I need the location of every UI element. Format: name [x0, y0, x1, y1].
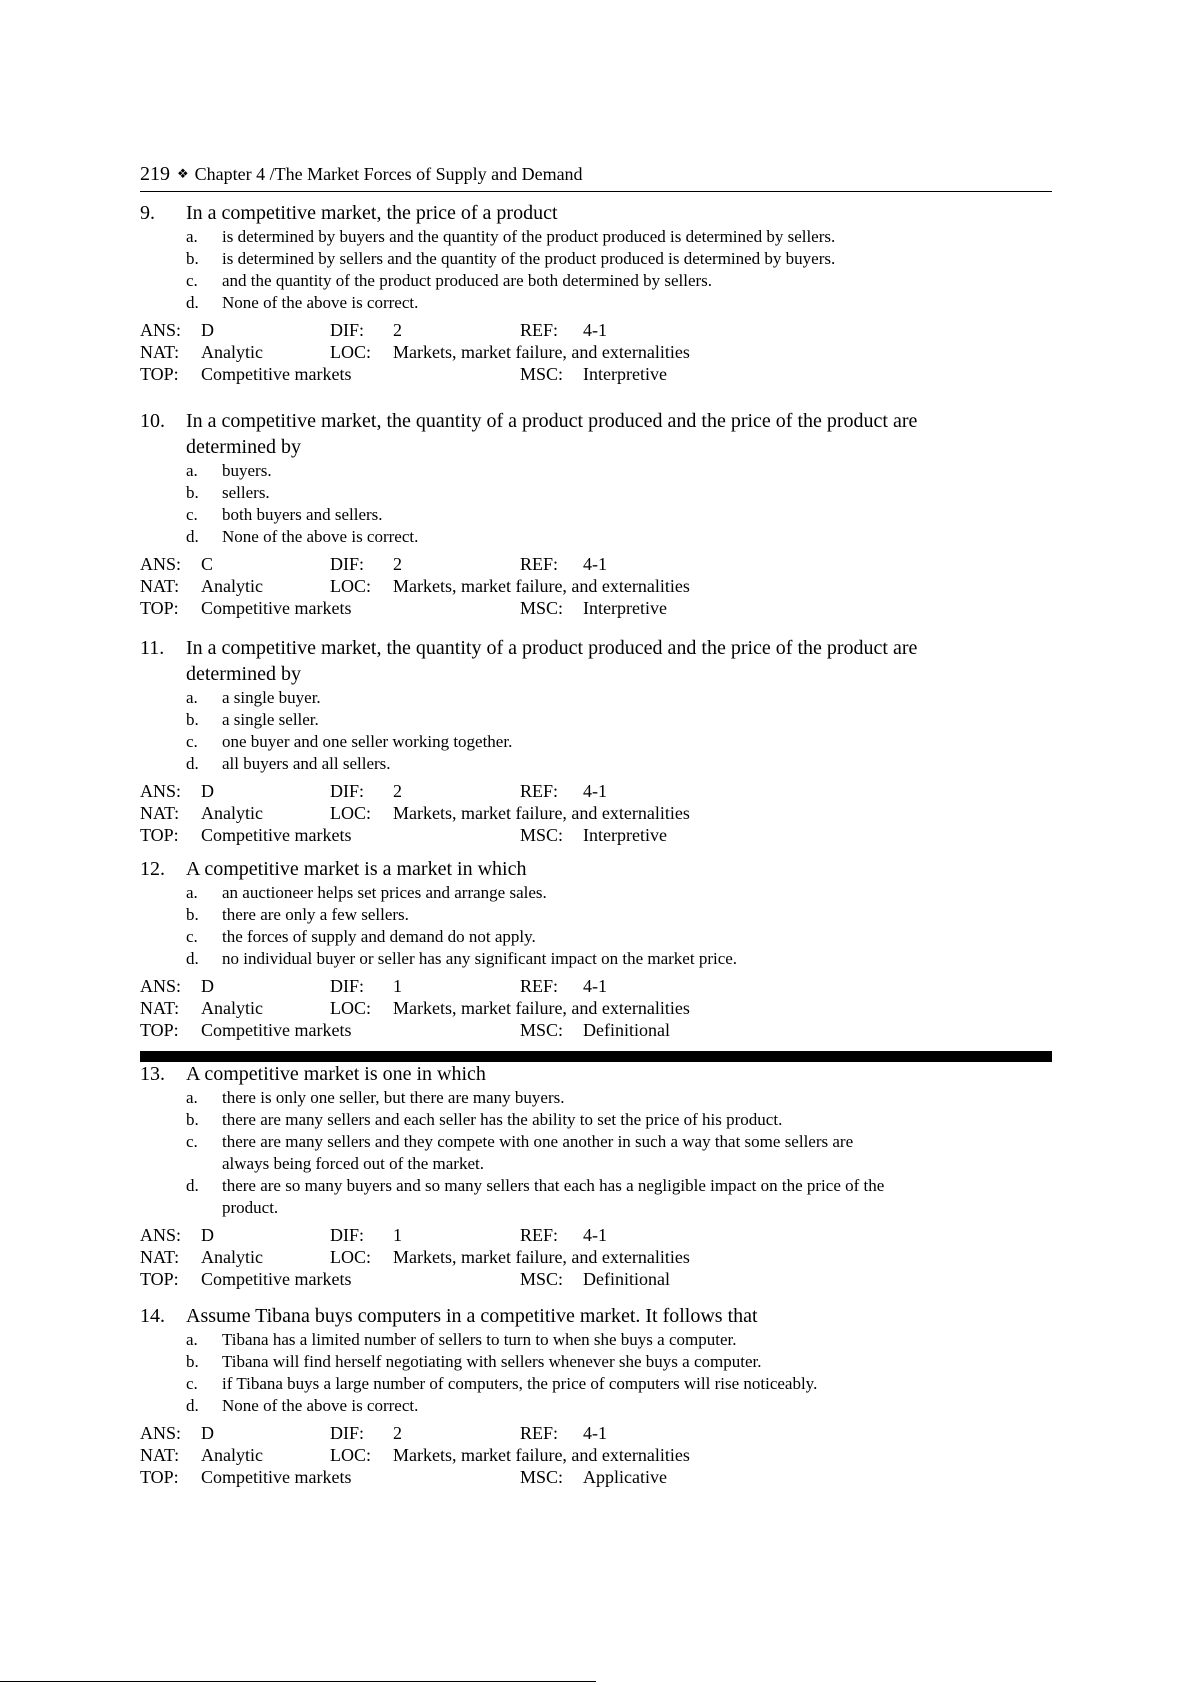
question-stem	[140, 200, 1052, 226]
answer-option	[140, 1109, 1052, 1131]
msc-value: Interpretive	[583, 825, 667, 845]
metadata-row	[140, 976, 1052, 998]
option-text: a single buyer.	[222, 688, 321, 707]
option-text: is determined by sellers and the quantity of the product produced is determined by buyers.	[222, 249, 836, 268]
answer-metadata	[140, 1423, 1052, 1489]
option-text: there are many sellers and they compete with one another in such a way that some sellers are	[222, 1132, 854, 1151]
question-number: 9.	[140, 202, 155, 224]
msc-value: Definitional	[583, 1269, 670, 1289]
loc-label: LOC:	[330, 576, 372, 596]
ref-label: REF:	[520, 320, 559, 340]
nat-label: NAT:	[140, 1445, 180, 1465]
top-value: Competitive markets	[201, 825, 352, 845]
nat-label: NAT:	[140, 998, 180, 1018]
question-stem-line: In a competitive market, the quantity of a product produced and the price of the product are	[186, 410, 918, 432]
answer-option	[140, 270, 1052, 292]
answer-option	[140, 526, 1052, 548]
redaction-bar	[140, 1051, 1052, 1062]
ans-label: ANS:	[140, 320, 182, 340]
msc-label: MSC:	[520, 1467, 564, 1487]
question-block	[140, 856, 1052, 1042]
question-stem	[140, 856, 1052, 882]
ans-value: D	[201, 976, 214, 996]
question-block	[140, 635, 1052, 847]
metadata-row	[140, 576, 1052, 598]
metadata-row	[140, 554, 1052, 576]
msc-value: Definitional	[583, 1020, 670, 1040]
answer-option	[140, 504, 1052, 526]
metadata-row	[140, 1423, 1052, 1445]
option-letter: a.	[186, 461, 198, 480]
ref-label: REF:	[520, 1225, 559, 1245]
ans-label: ANS:	[140, 1423, 182, 1443]
answer-metadata	[140, 976, 1052, 1042]
option-text: there are so many buyers and so many sellers that each has a negligible impact on the price of the	[222, 1176, 885, 1195]
answer-option	[140, 1351, 1052, 1373]
metadata-row	[140, 364, 1052, 386]
answer-option	[140, 1373, 1052, 1395]
ref-label: REF:	[520, 554, 559, 574]
top-value: Competitive markets	[201, 1467, 352, 1487]
question-stem-line: In a competitive market, the quantity of a product produced and the price of the product are	[186, 637, 918, 659]
option-letter: c.	[186, 505, 198, 524]
top-label: TOP:	[140, 1020, 179, 1040]
metadata-row	[140, 342, 1052, 364]
answer-option	[140, 1329, 1052, 1351]
metadata-row	[140, 781, 1052, 803]
option-letter: b.	[186, 1110, 199, 1129]
msc-label: MSC:	[520, 825, 564, 845]
metadata-row	[140, 825, 1052, 847]
loc-label: LOC:	[330, 1445, 372, 1465]
option-list	[140, 882, 1052, 970]
nat-label: NAT:	[140, 803, 180, 823]
option-text: there is only one seller, but there are many buyers.	[222, 1088, 565, 1107]
nat-value: Analytic	[201, 803, 263, 823]
ans-label: ANS:	[140, 781, 182, 801]
ref-value: 4-1	[583, 1225, 607, 1245]
option-letter: c.	[186, 1374, 198, 1393]
question-number: 13.	[140, 1063, 165, 1085]
option-letter: d.	[186, 293, 199, 312]
option-letter: a.	[186, 883, 198, 902]
top-label: TOP:	[140, 598, 179, 618]
answer-metadata	[140, 320, 1052, 386]
metadata-row	[140, 1467, 1052, 1489]
metadata-row	[140, 1269, 1052, 1291]
option-letter: a.	[186, 227, 198, 246]
dif-label: DIF:	[330, 1225, 365, 1245]
ref-value: 4-1	[583, 976, 607, 996]
option-letter: c.	[186, 1132, 198, 1151]
metadata-row	[140, 803, 1052, 825]
answer-option	[140, 1087, 1052, 1109]
ans-value: D	[201, 1225, 214, 1245]
question-number: 11.	[140, 637, 165, 659]
option-letter: c.	[186, 927, 198, 946]
loc-value: Markets, market failure, and externalities	[393, 803, 690, 823]
answer-option	[140, 248, 1052, 270]
msc-label: MSC:	[520, 364, 564, 384]
option-text: product.	[222, 1198, 279, 1217]
option-list	[140, 460, 1052, 548]
option-letter: a.	[186, 1330, 198, 1349]
option-letter: d.	[186, 949, 199, 968]
option-list	[140, 1087, 1052, 1219]
answer-option	[140, 292, 1052, 314]
answer-option	[140, 1395, 1052, 1417]
loc-value: Markets, market failure, and externalities	[393, 576, 690, 596]
loc-value: Markets, market failure, and externalities	[393, 998, 690, 1018]
dif-label: DIF:	[330, 976, 365, 996]
nat-value: Analytic	[201, 998, 263, 1018]
footer-rule	[0, 1681, 596, 1682]
question-stem-line: A competitive market is one in which	[186, 1063, 486, 1085]
option-text: None of the above is correct.	[222, 293, 419, 312]
msc-value: Applicative	[583, 1467, 667, 1487]
option-text: buyers.	[222, 461, 272, 480]
ref-label: REF:	[520, 781, 559, 801]
dif-value: 2	[393, 1423, 402, 1443]
nat-label: NAT:	[140, 576, 180, 596]
nat-label: NAT:	[140, 1247, 180, 1267]
msc-value: Interpretive	[583, 364, 667, 384]
option-text: no individual buyer or seller has any significant impact on the market price.	[222, 949, 738, 968]
top-label: TOP:	[140, 1467, 179, 1487]
option-text: one buyer and one seller working together.	[222, 732, 513, 751]
option-letter: b.	[186, 483, 199, 502]
metadata-row	[140, 598, 1052, 620]
loc-value: Markets, market failure, and externalities	[393, 1247, 690, 1267]
question-stem-line: determined by	[186, 663, 301, 685]
answer-option	[140, 1175, 1052, 1219]
dif-value: 2	[393, 554, 402, 574]
metadata-row	[140, 998, 1052, 1020]
dif-value: 2	[393, 320, 402, 340]
option-letter: c.	[186, 732, 198, 751]
option-letter: d.	[186, 1396, 199, 1415]
ref-value: 4-1	[583, 1423, 607, 1443]
msc-value: Interpretive	[583, 598, 667, 618]
answer-option	[140, 948, 1052, 970]
question-number: 14.	[140, 1305, 165, 1327]
option-letter: a.	[186, 688, 198, 707]
ref-label: REF:	[520, 976, 559, 996]
question-stem-line: determined by	[186, 436, 301, 458]
question-stem	[140, 408, 1052, 460]
answer-option	[140, 482, 1052, 504]
answer-option	[140, 926, 1052, 948]
ref-label: REF:	[520, 1423, 559, 1443]
nat-value: Analytic	[201, 1247, 263, 1267]
page-number: 219	[140, 163, 170, 185]
dif-label: DIF:	[330, 320, 365, 340]
question-stem-line: A competitive market is a market in which	[186, 858, 527, 880]
dif-value: 1	[393, 976, 402, 996]
ref-value: 4-1	[583, 320, 607, 340]
option-text: a single seller.	[222, 710, 319, 729]
answer-option	[140, 904, 1052, 926]
option-text: None of the above is correct.	[222, 1396, 419, 1415]
top-label: TOP:	[140, 1269, 179, 1289]
top-value: Competitive markets	[201, 1020, 352, 1040]
nat-value: Analytic	[201, 342, 263, 362]
top-value: Competitive markets	[201, 364, 352, 384]
answer-metadata	[140, 781, 1052, 847]
option-list	[140, 1329, 1052, 1417]
loc-label: LOC:	[330, 998, 372, 1018]
ans-label: ANS:	[140, 554, 182, 574]
top-value: Competitive markets	[201, 1269, 352, 1289]
answer-option	[140, 882, 1052, 904]
top-value: Competitive markets	[201, 598, 352, 618]
chapter-title: Chapter 4 /The Market Forces of Supply and Demand	[194, 164, 583, 184]
option-text: all buyers and all sellers.	[222, 754, 391, 773]
dif-label: DIF:	[330, 781, 365, 801]
metadata-row	[140, 1247, 1052, 1269]
ans-label: ANS:	[140, 976, 182, 996]
ans-value: D	[201, 1423, 214, 1443]
answer-option	[140, 753, 1052, 775]
msc-label: MSC:	[520, 1020, 564, 1040]
dif-label: DIF:	[330, 1423, 365, 1443]
question-block	[140, 1061, 1052, 1291]
option-letter: d.	[186, 1176, 199, 1195]
question-stem	[140, 1303, 1052, 1329]
nat-value: Analytic	[201, 576, 263, 596]
loc-label: LOC:	[330, 803, 372, 823]
question-stem-line: In a competitive market, the price of a product	[186, 202, 558, 224]
question-number: 12.	[140, 858, 165, 880]
answer-option	[140, 731, 1052, 753]
ans-value: D	[201, 781, 214, 801]
metadata-row	[140, 1020, 1052, 1042]
question-block	[140, 408, 1052, 620]
ans-value: C	[201, 554, 214, 574]
option-letter: d.	[186, 754, 199, 773]
option-list	[140, 226, 1052, 314]
option-letter: b.	[186, 905, 199, 924]
diamond-separator-icon: ❖	[177, 166, 189, 181]
metadata-row	[140, 1445, 1052, 1467]
answer-option	[140, 226, 1052, 248]
question-block	[140, 200, 1052, 386]
option-letter: b.	[186, 1352, 199, 1371]
top-label: TOP:	[140, 825, 179, 845]
metadata-row	[140, 1225, 1052, 1247]
loc-label: LOC:	[330, 1247, 372, 1267]
answer-option	[140, 687, 1052, 709]
dif-label: DIF:	[330, 554, 365, 574]
nat-label: NAT:	[140, 342, 180, 362]
answer-option	[140, 460, 1052, 482]
option-text: always being forced out of the market.	[222, 1154, 484, 1173]
option-text: if Tibana buys a large number of computers, the price of computers will rise noticeably.	[222, 1374, 818, 1393]
answer-metadata	[140, 554, 1052, 620]
msc-label: MSC:	[520, 1269, 564, 1289]
option-list	[140, 687, 1052, 775]
question-number: 10.	[140, 410, 165, 432]
option-text: sellers.	[222, 483, 270, 502]
option-text: Tibana has a limited number of sellers to turn to when she buys a computer.	[222, 1330, 737, 1349]
option-letter: a.	[186, 1088, 198, 1107]
option-text: there are only a few sellers.	[222, 905, 409, 924]
dif-value: 2	[393, 781, 402, 801]
dif-value: 1	[393, 1225, 402, 1245]
option-text: an auctioneer helps set prices and arrange sales.	[222, 883, 547, 902]
loc-label: LOC:	[330, 342, 372, 362]
metadata-row	[140, 320, 1052, 342]
question-block	[140, 1303, 1052, 1489]
option-letter: c.	[186, 271, 198, 290]
question-stem	[140, 635, 1052, 687]
option-text: there are many sellers and each seller has the ability to set the price of his product.	[222, 1110, 783, 1129]
question-stem-line: Assume Tibana buys computers in a competitive market. It follows that	[186, 1305, 758, 1327]
msc-label: MSC:	[520, 598, 564, 618]
option-text: Tibana will find herself negotiating with sellers whenever she buys a computer.	[222, 1352, 762, 1371]
loc-value: Markets, market failure, and externalities	[393, 342, 690, 362]
answer-option	[140, 709, 1052, 731]
option-text: is determined by buyers and the quantity of the product produced is determined by sellers.	[222, 227, 836, 246]
ref-value: 4-1	[583, 781, 607, 801]
loc-value: Markets, market failure, and externalities	[393, 1445, 690, 1465]
ans-value: D	[201, 320, 214, 340]
top-label: TOP:	[140, 364, 179, 384]
ref-value: 4-1	[583, 554, 607, 574]
option-letter: b.	[186, 249, 199, 268]
ans-label: ANS:	[140, 1225, 182, 1245]
page-header	[140, 163, 1052, 192]
option-letter: b.	[186, 710, 199, 729]
option-letter: d.	[186, 527, 199, 546]
nat-value: Analytic	[201, 1445, 263, 1465]
option-text: None of the above is correct.	[222, 527, 419, 546]
question-stem	[140, 1061, 1052, 1087]
option-text: both buyers and sellers.	[222, 505, 383, 524]
option-text: the forces of supply and demand do not apply.	[222, 927, 536, 946]
option-text: and the quantity of the product produced are both determined by sellers.	[222, 271, 713, 290]
answer-option	[140, 1131, 1052, 1175]
answer-metadata	[140, 1225, 1052, 1291]
